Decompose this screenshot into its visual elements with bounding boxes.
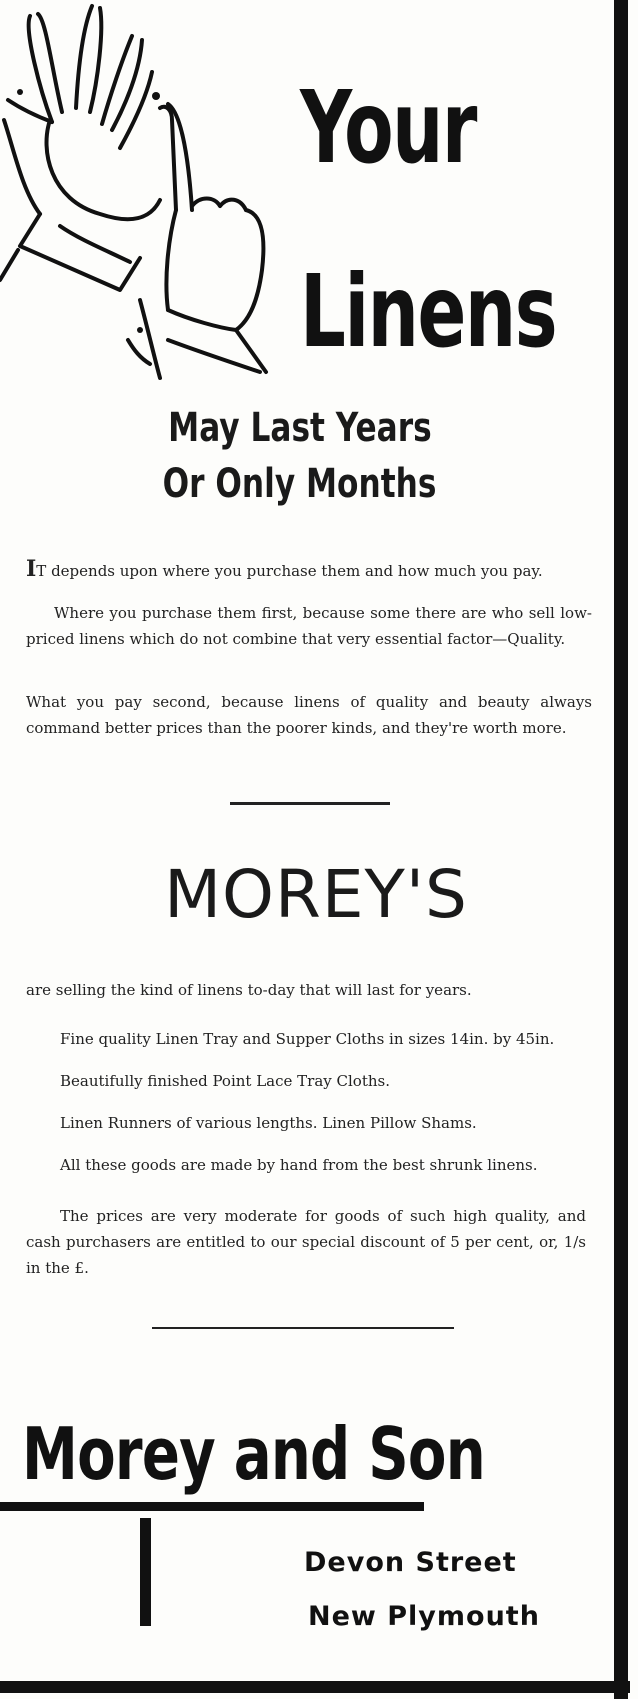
intro-paragraph-1 — [26, 556, 592, 584]
right-border-rule — [614, 0, 628, 1699]
intro-paragraph-1-text: T depends upon where you purchase them and how much you pay. — [36, 562, 543, 580]
offer-item: Linen Runners of various lengths. Linen Pillow Shams. — [60, 1114, 477, 1132]
subhead-line1 — [0, 405, 600, 451]
headline-line2: Linens — [300, 253, 557, 370]
offer-item: Fine quality Linen Tray and Supper Cloths in sizes 14in. by 45in. — [60, 1030, 555, 1048]
address-street: Devon Street — [304, 1547, 517, 1578]
intro-paragraph-2: Where you purchase them first, because some there are who sell low-priced linens which do not combine that very essential factor—Quality. — [26, 604, 592, 648]
subhead-line1-text: May Last Years — [168, 405, 432, 451]
bottom-border-rule — [0, 1681, 630, 1693]
subhead-line2 — [0, 461, 600, 507]
section-divider — [230, 802, 390, 805]
address-city: New Plymouth — [308, 1601, 540, 1632]
company-underline-rule — [0, 1502, 424, 1511]
subhead-line2-text: Or Only Months — [163, 461, 437, 507]
brand-name: MOREY'S — [164, 856, 468, 933]
offer-item: Beautifully finished Point Lace Tray Cloths. — [60, 1072, 390, 1090]
footer-divider — [152, 1327, 454, 1329]
drop-cap: I — [26, 556, 37, 582]
company-name: Morey and Son — [22, 1412, 485, 1496]
prices-paragraph: The prices are very moderate for goods of such high quality, and cash purchasers are entitled to our special discount of 5 per cent, or, 1/s in the £. — [26, 1207, 586, 1277]
address-vertical-bar — [140, 1518, 151, 1626]
offer-intro: are selling the kind of linens to-day that will last for years. — [26, 981, 472, 999]
intro-paragraph-3: What you pay second, because linens of quality and beauty always command better prices than the poorer kinds, and they're worth more. — [26, 693, 592, 737]
headline-line1: Your — [300, 69, 477, 186]
hands-counting-icon — [0, 0, 280, 385]
offer-item: All these goods are made by hand from the best shrunk linens. — [60, 1156, 538, 1174]
